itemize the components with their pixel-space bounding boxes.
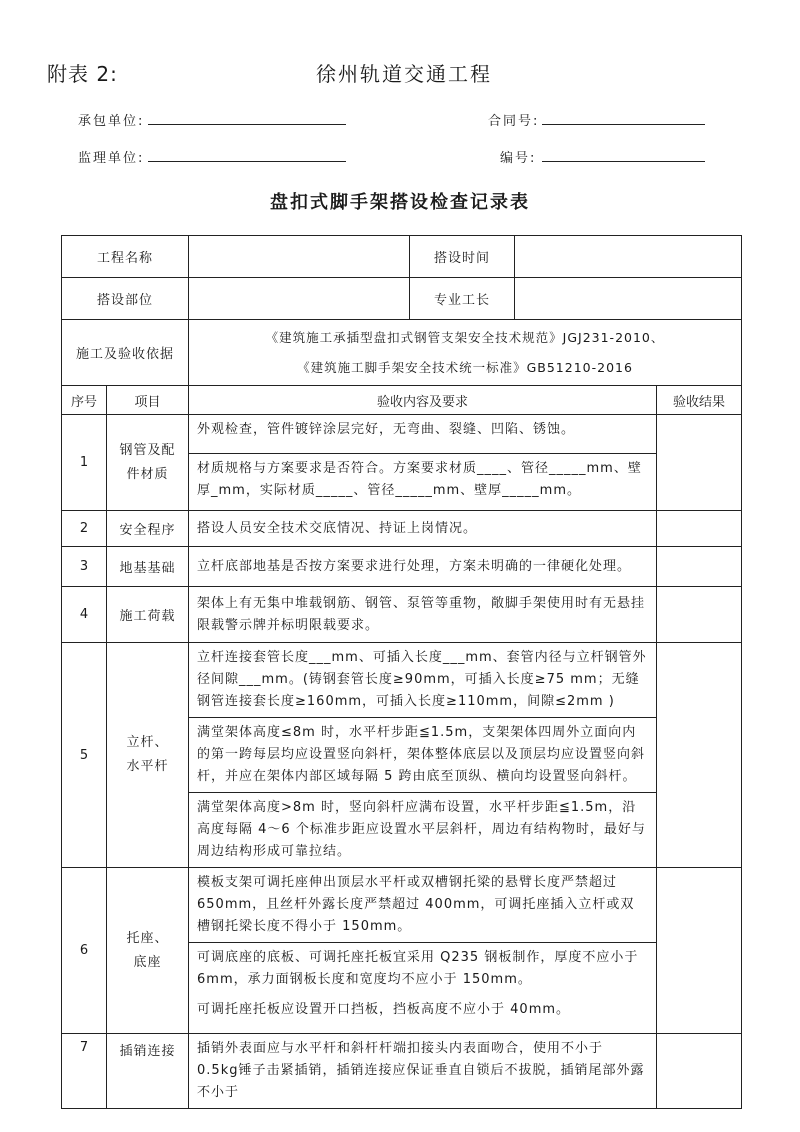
row-content: [189, 547, 657, 587]
basis-line-2: 《建筑施工脚手架安全技术统一标准》GB51210-2016: [297, 359, 633, 375]
requirement-text: 满堂架体高度>8m 时，竖向斜杆应满布设置，水平杆步距≦1.5m，沿高度每隔 4～6 个标准步距应设置水平层斜杆，周边有结构物时，最好与周边结构形成可靠拉结。: [189, 792, 656, 867]
contract-no-field[interactable]: [542, 124, 705, 125]
requirement-text: 搭设人员安全技术交底情况、持证上岗情况。: [197, 520, 478, 536]
requirement-text: 满堂架体高度≤8m 时，水平杆步距≦1.5m，支架架体四周外立面向内的第一跨每层均应设置竖向斜杆，架体整体底层以及顶层均应设置竖向斜杆，并应在架体内部区域每隔 5 跨由底至顶纵、横向均设置竖向斜杆。: [189, 717, 656, 792]
row-item: 托座、底座: [107, 868, 189, 1034]
serial-no-field[interactable]: [542, 161, 705, 162]
requirement-text: 立杆连接套管长度___mm、可插入长度___mm、套管内径与立杆钢管外径间隙___mm。(铸钢套管长度≥90mm，可插入长度≥75 mm；无缝钢管连接套长度≥160mm，可插入长度≥110mm，间隙≤2mm ): [197, 650, 647, 709]
requirement-text: 插销外表面应与水平杆和斜杆杆端扣接头内表面吻合，使用不小于 0.5kg锤子击紧插销，插销连接应保证垂直自锁后不拔脱，插销尾部外露不小于: [197, 1041, 645, 1100]
foreman-label: 专业工长: [410, 278, 515, 320]
row-no: 4: [62, 587, 107, 643]
contract-no-label: 合同号:: [488, 114, 540, 129]
row-content: [189, 643, 657, 868]
contractor-field[interactable]: [148, 124, 346, 125]
row-item: 立杆、水平杆: [107, 643, 189, 868]
requirement-text: 可调托座托板应设置开口挡板，挡板高度不应小于 40mm。: [197, 1002, 571, 1017]
row-no: 1: [62, 415, 107, 511]
result-cell[interactable]: [657, 511, 742, 547]
col-no-header: 序号: [62, 386, 107, 415]
setup-time-label: 搭设时间: [410, 236, 515, 278]
row-item: 钢管及配件材质: [107, 415, 189, 511]
attachment-label: 附表 2:: [47, 62, 118, 86]
result-cell[interactable]: [657, 415, 742, 511]
project-title: 徐州轨道交通工程: [316, 62, 492, 86]
requirement-text: 可调底座的底板、可调托座托板宜采用 Q235 钢板制作，厚度不应小于6mm，承力面钢板长度和宽度均不应小于 150mm。: [189, 942, 656, 995]
project-name-value[interactable]: [189, 236, 410, 278]
row-content: [189, 511, 657, 547]
contractor-label: 承包单位:: [78, 114, 145, 129]
supervisor-field[interactable]: [148, 161, 346, 162]
col-result-header: 验收结果: [657, 386, 742, 415]
setup-time-value[interactable]: [515, 236, 742, 278]
col-item-header: 项目: [107, 386, 189, 415]
result-cell[interactable]: [657, 868, 742, 1034]
requirement-text: 架体上有无集中堆载钢筋、钢管、泵管等重物，敞脚手架使用时有无悬挂限载警示牌并标明限载要求。: [197, 595, 646, 633]
serial-no-label: 编号:: [500, 151, 537, 166]
row-item: 地基基础: [107, 547, 189, 587]
result-cell[interactable]: [657, 1034, 742, 1109]
requirement-text: 立杆底部地基是否按方案要求进行处理，方案未明确的一律硬化处理。: [197, 558, 632, 574]
requirement-text: 模板支架可调托座伸出顶层水平杆或双槽钢托梁的悬臂长度严禁超过650mm，且丝杆外露长度严禁超过 400mm，可调托座插入立杆或双槽钢托梁长度不得小于 150mm。: [197, 875, 635, 934]
row-content: [189, 587, 657, 643]
row-item: 安全程序: [107, 511, 189, 547]
row-no: 7: [62, 1034, 107, 1109]
row-no: 3: [62, 547, 107, 587]
row-no: 5: [62, 643, 107, 868]
inspection-table: [61, 235, 742, 1109]
project-name-label: 工程名称: [62, 236, 189, 278]
row-content: [189, 868, 657, 1034]
row-item: 插销连接: [107, 1034, 189, 1109]
col-content-header: 验收内容及要求: [189, 386, 657, 415]
requirement-text: 外观检查，管件镀锌涂层完好，无弯曲、裂缝、凹陷、锈蚀。: [197, 422, 576, 437]
row-item: 施工荷载: [107, 587, 189, 643]
row-no: 6: [62, 868, 107, 1034]
supervisor-label: 监理单位:: [78, 151, 145, 166]
form-title: 盘扣式脚手架搭设检查记录表: [270, 192, 530, 213]
row-content: [189, 415, 657, 511]
basis-label: 施工及验收依据: [62, 320, 189, 386]
setup-location-value[interactable]: [189, 278, 410, 320]
result-cell[interactable]: [657, 587, 742, 643]
result-cell[interactable]: [657, 547, 742, 587]
basis-value: [189, 320, 742, 386]
result-cell[interactable]: [657, 643, 742, 868]
requirement-text: 材质规格与方案要求是否符合。方案要求材质____、管径_____mm、壁厚_mm，实际材质_____、管径_____mm、壁厚_____mm。: [189, 453, 656, 506]
row-content: [189, 1034, 657, 1109]
basis-line-1: 《建筑施工承插型盘扣式钢管支架安全技术规范》JGJ231-2010、: [265, 329, 665, 345]
foreman-value[interactable]: [515, 278, 742, 320]
row-no: 2: [62, 511, 107, 547]
setup-location-label: 搭设部位: [62, 278, 189, 320]
